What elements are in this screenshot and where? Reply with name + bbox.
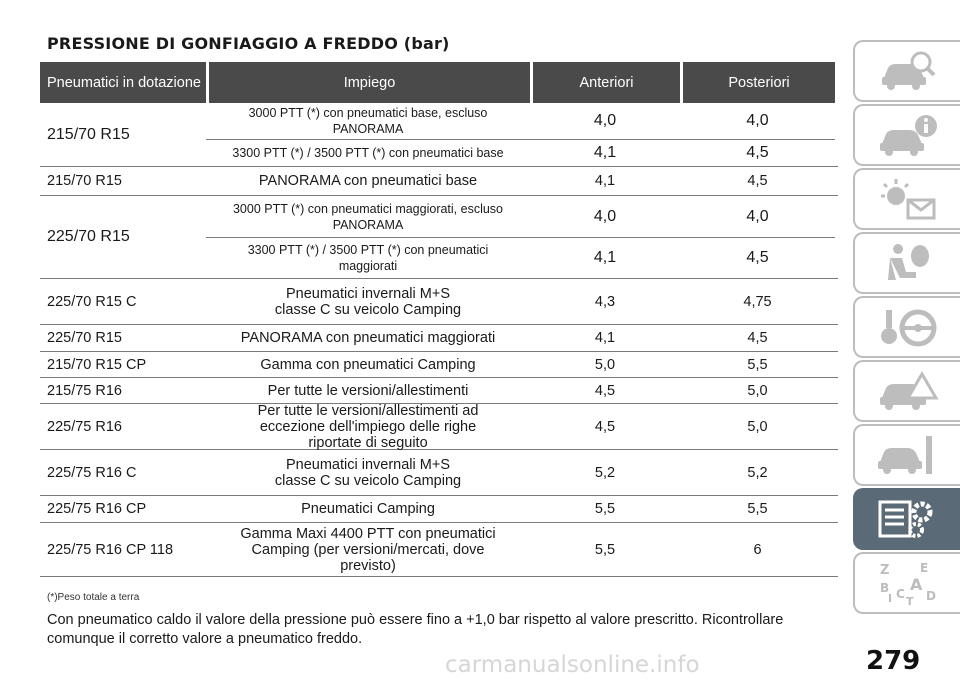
alphabet-index-icon — [876, 560, 940, 606]
header-use: Impiego — [209, 62, 530, 103]
watermark: carmanualsonline.info — [445, 652, 700, 678]
page-title: PRESSIONE DI GONFIAGGIO A FREDDO (bar) — [47, 34, 450, 53]
tyre-cell: 225/70 R15 — [47, 330, 122, 346]
emergency-tab[interactable] — [853, 360, 960, 422]
header-front: Anteriori — [533, 62, 680, 103]
technical-data-tab[interactable] — [853, 488, 960, 550]
use-cell — [206, 201, 530, 233]
pressure-table — [40, 62, 838, 577]
index-tab[interactable] — [853, 552, 960, 614]
maintenance-tab[interactable] — [853, 424, 960, 486]
tyre-cell: 215/70 R15 — [47, 173, 122, 189]
rear-cell: 6 — [753, 541, 762, 558]
index-letter: D — [925, 589, 936, 603]
rear-cell: 4,5 — [746, 249, 769, 266]
key-steering-icon — [876, 304, 940, 350]
rear-cell: 5,2 — [747, 464, 768, 481]
tyre-cell: 225/75 R16 CP 118 — [47, 541, 174, 558]
tyre-cell: 215/70 R15 — [47, 125, 130, 143]
table-row — [40, 523, 838, 577]
table-row — [40, 279, 838, 325]
front-cell: 4,1 — [594, 330, 616, 346]
footnote: (*)Peso totale a terra — [47, 592, 140, 603]
use-cell: Per tutte le versioni/allestimenti — [267, 382, 469, 399]
table-row — [40, 496, 838, 523]
car-breakdown-icon — [876, 368, 940, 414]
front-cell: 5,5 — [594, 501, 616, 517]
tyre-cell: 225/70 R15 — [47, 228, 130, 245]
use-text: maggiorati — [338, 259, 398, 273]
tyre-cell: 225/75 R16 — [47, 418, 122, 435]
table-row — [40, 378, 838, 404]
use-text: 3300 PTT (*) / 3500 PTT (*) con pneumatici — [247, 243, 489, 257]
tyre-cell: 225/70 R15 C — [47, 293, 137, 310]
use-text: 3000 PTT (*) con pneumatici base, escluso — [248, 106, 488, 120]
use-cell: Pneumatici Camping — [301, 501, 435, 517]
index-letter: E — [919, 561, 928, 575]
light-message-icon — [876, 176, 940, 222]
dashboard-tab[interactable] — [853, 40, 960, 102]
front-cell: 4,0 — [593, 112, 617, 129]
use-text: PANORAMA — [332, 122, 404, 136]
car-tools-icon — [876, 432, 940, 478]
table-row — [40, 103, 838, 167]
page-number: 279 — [866, 646, 921, 676]
index-letter: C — [895, 587, 905, 601]
use-cell — [206, 242, 530, 274]
index-letter: B — [879, 581, 889, 595]
use-cell: 3300 PTT (*) / 3500 PTT (*) con pneumatici base — [232, 146, 504, 160]
rear-cell: 5,5 — [747, 356, 768, 373]
use-cell: PANORAMA con pneumatici base — [258, 173, 478, 189]
table-row — [40, 167, 838, 196]
safety-tab[interactable] — [853, 232, 960, 294]
warning-lights-tab[interactable] — [853, 168, 960, 230]
table-header — [40, 62, 838, 103]
tyre-cell: 215/70 R15 CP — [47, 356, 147, 373]
front-cell: 5,5 — [594, 541, 616, 558]
tyre-cell: 225/75 R16 C — [47, 464, 137, 481]
table-row — [40, 450, 838, 496]
tyre-cell: 225/75 R16 CP — [47, 501, 147, 517]
front-cell: 4,3 — [594, 293, 616, 310]
front-cell: 4,5 — [594, 418, 616, 435]
table-row — [40, 325, 838, 352]
rear-cell: 5,5 — [747, 501, 768, 517]
driving-tab[interactable] — [853, 296, 960, 358]
use-text: PANORAMA — [332, 217, 404, 232]
use-cell: Pneumatici invernali M+S classe C su veicolo Camping — [274, 456, 462, 489]
tyre-cell: 215/75 R16 — [47, 382, 122, 399]
seat-airbag-icon — [876, 240, 940, 286]
use-cell: Per tutte le versioni/allestimenti ad eccezione dell'impiego delle righe riportate di seguito — [257, 402, 479, 451]
front-cell: 5,2 — [594, 464, 616, 481]
front-cell: 4,1 — [593, 144, 617, 161]
use-cell: Pneumatici invernali M+S classe C su veicolo Camping — [274, 285, 462, 318]
info-tab[interactable] — [853, 104, 960, 166]
front-cell: 4,1 — [594, 173, 616, 189]
table-row — [40, 404, 838, 450]
front-cell: 4,5 — [594, 382, 616, 399]
index-letter: I — [887, 592, 892, 605]
header-tyres: Pneumatici in dotazione — [40, 62, 206, 103]
front-cell: 5,0 — [594, 356, 616, 373]
rear-cell: 4,5 — [746, 144, 769, 161]
list-gears-icon — [876, 496, 940, 542]
front-cell: 4,1 — [593, 249, 617, 266]
rear-cell: 4,0 — [746, 207, 769, 225]
rear-cell: 4,75 — [743, 293, 772, 310]
header-rear: Posteriori — [683, 62, 835, 103]
index-letter: T — [905, 595, 914, 606]
index-letter: Z — [879, 563, 889, 578]
rear-cell: 5,0 — [747, 382, 768, 399]
use-cell — [206, 105, 530, 137]
rear-cell: 4,0 — [746, 112, 769, 129]
index-letter: A — [909, 575, 922, 594]
body-note: Con pneumatico caldo il valore della pressione può essere fino a +1,0 bar rispetto al valore prescritto. Ricontrollare comunque il corretto valore a pneumatico freddo. — [47, 612, 784, 647]
front-cell: 4,0 — [593, 207, 617, 225]
rear-cell: 5,0 — [747, 418, 768, 435]
car-info-icon — [876, 112, 940, 158]
table-row — [40, 352, 838, 378]
use-cell: Gamma Maxi 4400 PTT con pneumatici Camping (per versioni/mercati, dove previsto) — [240, 525, 496, 574]
rear-cell: 4,5 — [747, 173, 768, 189]
use-cell: PANORAMA con pneumatici maggiorati — [240, 330, 496, 346]
table-row — [40, 196, 838, 279]
rear-cell: 4,5 — [747, 330, 768, 346]
use-text: 3000 PTT (*) con pneumatici maggiorati, escluso — [232, 201, 504, 216]
car-search-icon — [876, 48, 940, 94]
use-cell: Gamma con pneumatici Camping — [260, 356, 476, 373]
